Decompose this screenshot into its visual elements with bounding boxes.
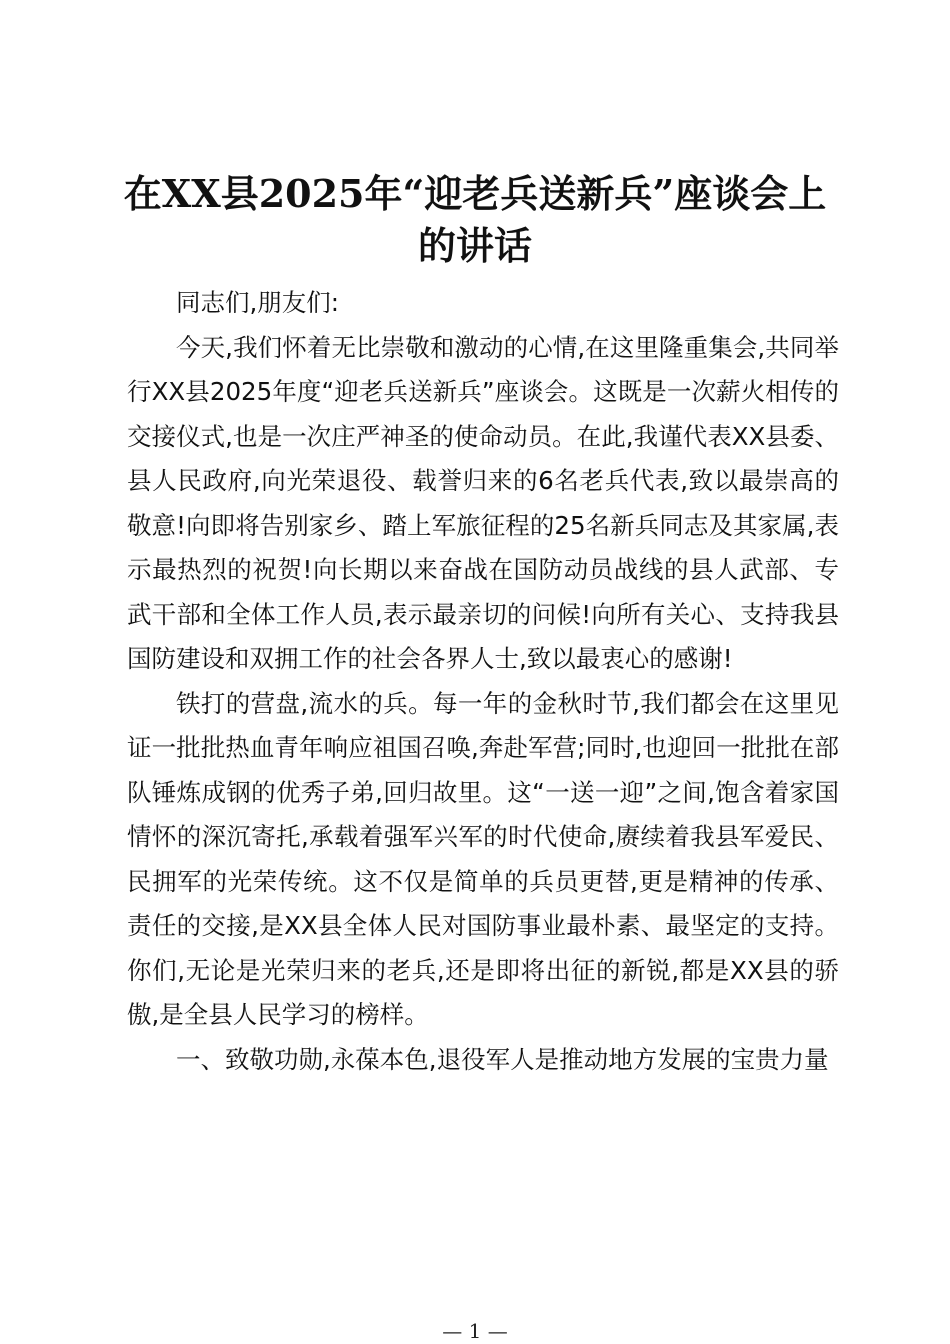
page-number: — 1 — <box>442 1319 508 1343</box>
opening-paragraph: 今天,我们怀着无比崇敬和激动的心情,在这里隆重集会,共同举行XX县2025年度“迎老兵送新兵”座谈会。这既是一次薪火相传的交接仪式,也是一次庄严神圣的使命动员。在此,我谨代表XX县委、县人民政府,向光荣退役、载誉归来的6名老兵代表,致以最崇高的敬意!向即将告别家乡、踏上军旅征程的25名新兵同志及其家属,表示最热烈的祝贺!向长期以来奋战在国防动员战线的县人武部、专武干部和全体工作人员,表示最亲切的问候!向所有关心、支持我县国防建设和双拥工作的社会各界人士,致以最衷心的感谢! <box>127 332 839 673</box>
page-title: 在XX县2025年“迎老兵送新兵”座谈会上的讲话 <box>123 171 827 268</box>
salutation-paragraph: 同志们,朋友们: <box>176 288 340 317</box>
speech-body <box>127 281 839 1082</box>
section-heading-1: 一、致敬功勋,永葆本色,退役军人是推动地方发展的宝贵力量 <box>176 1044 829 1074</box>
context-paragraph: 铁打的营盘,流水的兵。每一年的金秋时节,我们都会在这里见证一批批热血青年响应祖国召唤,奔赴军营;同时,也迎回一批批在部队锤炼成钢的优秀子弟,回归故里。这“一送一迎”之间,饱含着家国情怀的深沉寄托,承载着强军兴军的时代使命,赓续着我县军爱民、民拥军的光荣传统。这不仅是简单的兵员更替,更是精神的传承、责任的交接,是XX县全体人民对国防事业最朴素、最坚定的支持。你们,无论是光荣归来的老兵,还是即将出征的新锐,都是XX县的骄傲,是全县人民学习的榜样。 <box>127 688 839 1029</box>
